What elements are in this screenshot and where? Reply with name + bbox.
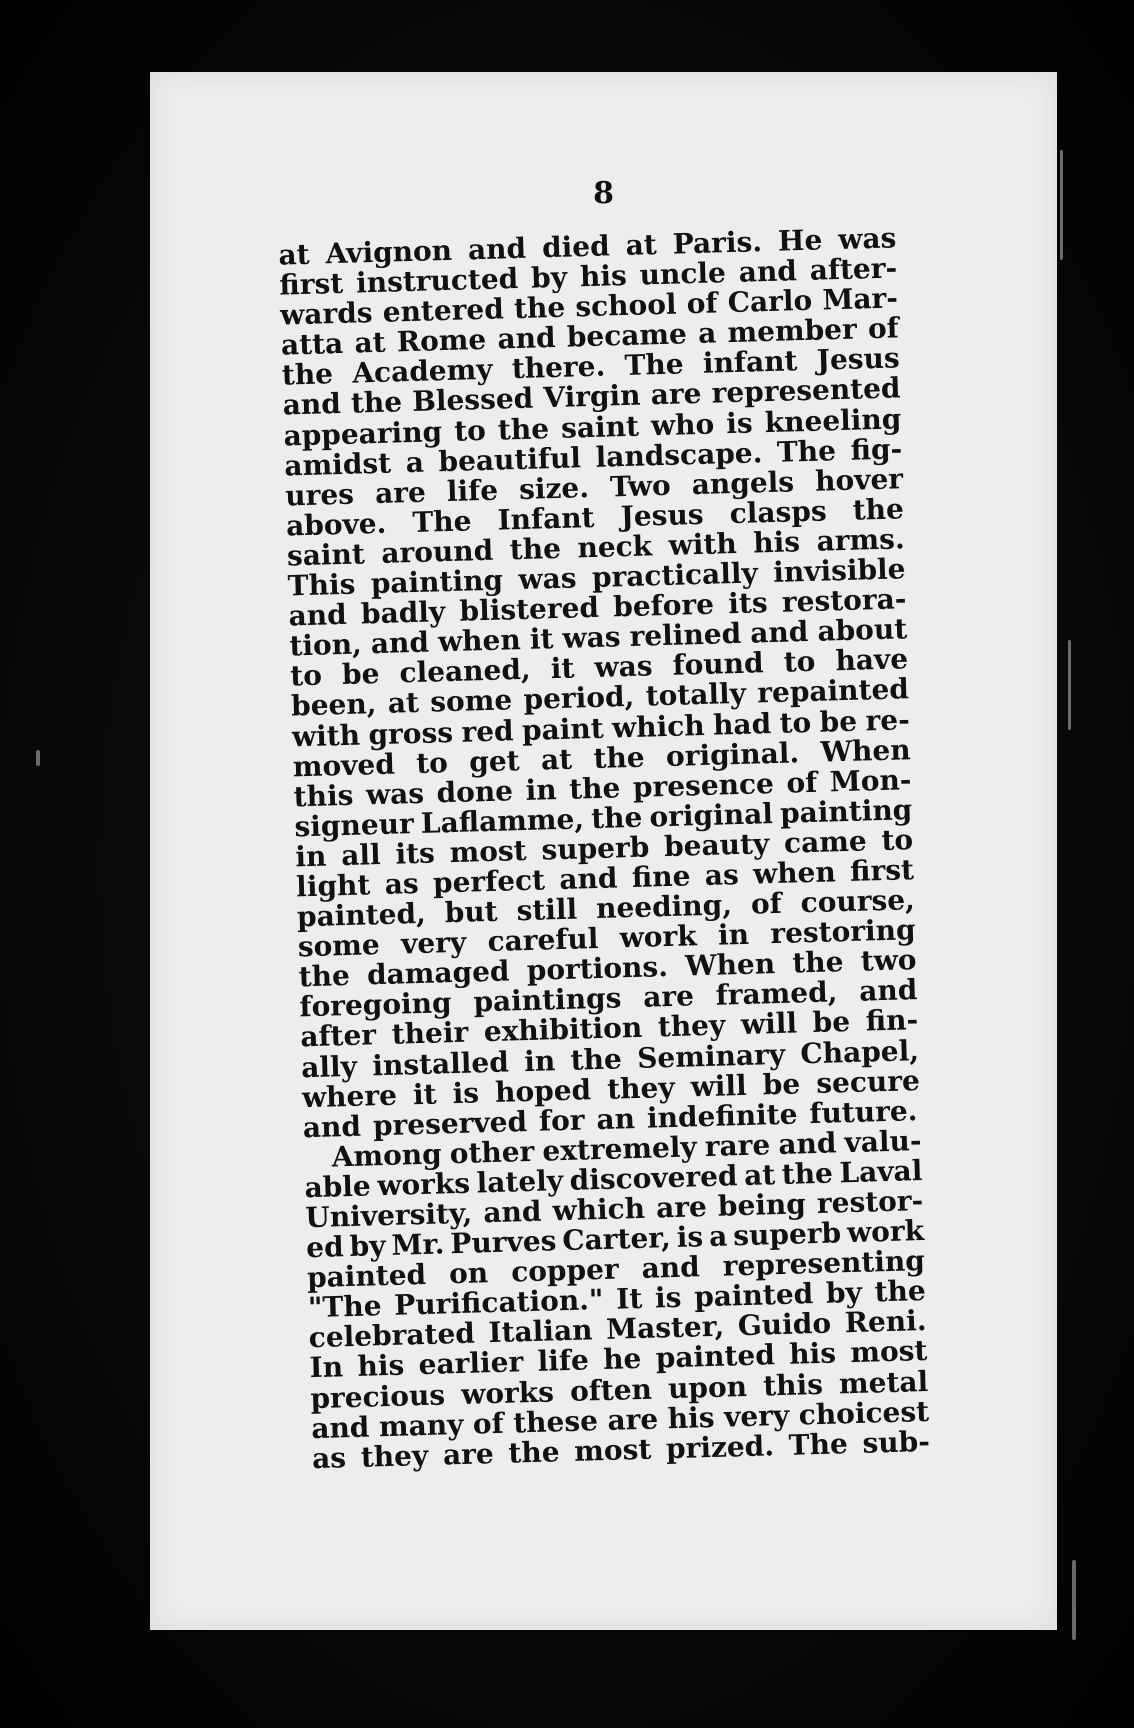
text-word: original. xyxy=(665,735,800,773)
text-word: Mar- xyxy=(821,281,899,317)
text-word: lately xyxy=(476,1163,564,1200)
text-word: was xyxy=(837,221,897,256)
text-word: works xyxy=(460,1374,555,1411)
text-word: died xyxy=(541,229,611,265)
text-word: became xyxy=(566,317,688,354)
text-word: to xyxy=(881,823,914,857)
text-word: The xyxy=(411,504,472,539)
edge-mark xyxy=(1068,640,1071,730)
text-word: superb xyxy=(540,830,650,867)
text-word: the xyxy=(350,385,403,421)
text-word: This xyxy=(287,567,356,603)
text-word: the xyxy=(590,800,643,835)
text-word: and xyxy=(370,625,430,661)
text-word: work xyxy=(846,1214,925,1250)
text-word: future. xyxy=(808,1093,918,1130)
text-word: Paris. xyxy=(672,225,763,261)
text-word: portions. xyxy=(526,950,669,988)
text-word: ed xyxy=(305,1230,345,1265)
text-word: some xyxy=(297,928,381,964)
text-word: amidst xyxy=(283,446,392,483)
text-word: saint xyxy=(560,409,640,445)
text-word: after xyxy=(299,1018,377,1054)
text-word: most xyxy=(449,833,528,869)
text-word: gross xyxy=(367,715,454,751)
text-word: a xyxy=(697,316,717,351)
text-word: painted, xyxy=(296,896,427,934)
text-word: fin- xyxy=(865,1003,919,1038)
text-word: the xyxy=(281,357,334,392)
text-word: neck xyxy=(577,529,653,565)
text-word: in xyxy=(523,1043,556,1078)
text-word: The xyxy=(776,433,837,469)
text-word: two xyxy=(860,943,917,978)
text-word: Avignon xyxy=(325,233,453,271)
text-word: Purves xyxy=(449,1224,557,1261)
text-word: painting xyxy=(779,792,913,830)
text-word: many xyxy=(378,1407,464,1443)
text-word: red xyxy=(460,713,515,749)
text-word: its xyxy=(727,586,769,621)
text-word: at xyxy=(354,325,386,360)
text-word: it xyxy=(412,1077,437,1111)
text-word: appearing xyxy=(283,414,443,453)
text-word: will xyxy=(740,1006,798,1042)
text-word: about xyxy=(817,612,908,648)
text-word: upon xyxy=(667,1369,748,1405)
text-word: original xyxy=(649,796,774,834)
text-word: above. xyxy=(285,506,387,543)
text-word: most xyxy=(573,1432,652,1468)
text-word: tion, xyxy=(288,627,363,663)
text-word: and xyxy=(777,1126,837,1161)
text-word: works xyxy=(376,1166,471,1203)
text-word: instructed xyxy=(355,262,519,300)
text-word: arms. xyxy=(816,522,906,558)
text-word: they xyxy=(657,1008,726,1044)
text-word: the xyxy=(568,770,621,806)
text-word: get xyxy=(468,743,520,779)
text-word: being xyxy=(717,1187,807,1223)
text-word: of xyxy=(867,311,900,346)
text-word: was xyxy=(594,649,653,685)
text-word: to xyxy=(453,413,487,448)
text-word: moved xyxy=(292,747,396,784)
text-word: and xyxy=(302,1109,362,1144)
text-word: on xyxy=(448,1256,489,1291)
text-word: have xyxy=(834,642,909,678)
text-word: Italian xyxy=(488,1313,593,1350)
text-word: at xyxy=(625,228,658,262)
text-word: the xyxy=(507,1435,560,1470)
text-word: able xyxy=(304,1169,372,1205)
text-word: He xyxy=(777,223,823,258)
text-word: saint xyxy=(286,537,366,573)
text-word: perfect xyxy=(432,863,546,900)
text-word: life xyxy=(537,1343,590,1379)
text-word: to xyxy=(415,745,449,780)
text-word: by xyxy=(349,1229,386,1264)
text-word: When xyxy=(684,947,776,983)
text-word: and xyxy=(282,387,342,423)
text-word: re- xyxy=(865,702,911,737)
text-word: fine xyxy=(631,859,691,894)
text-word: they xyxy=(360,1438,429,1474)
text-word: are xyxy=(607,1402,659,1437)
text-word: their xyxy=(391,1016,469,1052)
text-word: they xyxy=(606,1070,676,1106)
text-word: are xyxy=(650,377,702,412)
text-word: preserved xyxy=(372,1104,528,1143)
edge-mark xyxy=(36,750,40,766)
text-word: kneeling xyxy=(764,401,902,439)
text-word: the xyxy=(570,1041,623,1077)
text-word: Among xyxy=(331,1137,443,1174)
document-page xyxy=(150,72,1057,1630)
text-word: and xyxy=(858,973,918,1009)
text-word: his xyxy=(752,525,801,560)
text-word: and xyxy=(482,1194,542,1230)
text-word: his xyxy=(579,259,628,294)
text-word: In xyxy=(309,1350,344,1385)
text-word: and xyxy=(641,1250,701,1286)
text-word: it xyxy=(550,651,575,686)
text-word: when xyxy=(437,623,522,659)
text-word: beauty xyxy=(663,827,770,863)
text-word: hoped xyxy=(494,1072,592,1109)
text-word: and xyxy=(738,254,798,289)
text-word: is xyxy=(676,1220,704,1254)
text-word: cleaned, xyxy=(399,653,532,690)
text-word: was xyxy=(562,620,621,656)
text-word: be xyxy=(341,657,380,692)
text-word: Guido xyxy=(737,1306,832,1343)
text-word: signeur xyxy=(294,806,415,844)
text-word: painted xyxy=(306,1258,427,1295)
text-word: at xyxy=(540,742,573,777)
text-word: was xyxy=(365,776,425,812)
text-word: Mon- xyxy=(829,762,912,799)
text-word: where xyxy=(301,1078,398,1114)
text-word: of xyxy=(785,765,818,800)
text-word: was xyxy=(518,561,577,597)
text-word: and xyxy=(749,615,809,650)
text-word: relined xyxy=(629,617,742,654)
text-word: the xyxy=(874,1274,927,1309)
text-word: as xyxy=(311,1440,347,1475)
text-word: representing xyxy=(722,1244,926,1283)
text-word: by xyxy=(825,1276,863,1311)
text-word: by xyxy=(530,260,568,295)
text-word: The xyxy=(624,347,685,383)
text-word: paint xyxy=(521,711,605,747)
text-word: in xyxy=(294,839,327,874)
text-word: Carter, xyxy=(561,1221,672,1258)
text-word: are xyxy=(642,979,695,1015)
text-word: the xyxy=(593,740,646,775)
text-word: paintings xyxy=(472,981,622,1019)
text-word: at xyxy=(387,686,420,721)
text-word: and xyxy=(310,1410,370,1445)
text-word: Carlo xyxy=(727,283,813,320)
text-word: Seminary xyxy=(636,1037,786,1075)
text-word: the xyxy=(298,959,351,994)
text-word: is xyxy=(452,1075,480,1110)
text-word: secure xyxy=(815,1063,921,1100)
text-word: course, xyxy=(800,883,916,920)
text-word: before xyxy=(612,587,715,624)
text-word: still xyxy=(516,892,578,928)
text-word: infant xyxy=(702,344,798,381)
body-text xyxy=(278,223,930,1474)
text-word: Rome xyxy=(396,323,487,359)
text-word: and xyxy=(497,321,556,356)
text-word: The xyxy=(788,1426,849,1462)
text-word: restoring xyxy=(769,913,917,951)
text-word: a xyxy=(405,445,425,479)
text-word: presence xyxy=(632,766,775,804)
text-word: "The xyxy=(307,1289,382,1325)
text-word: copper xyxy=(510,1252,620,1289)
text-word: Infant xyxy=(497,500,595,537)
text-word: its xyxy=(394,836,436,871)
text-word: often xyxy=(569,1372,653,1408)
text-word: painted xyxy=(693,1277,814,1314)
text-word: member xyxy=(727,312,858,350)
edge-mark xyxy=(1072,1560,1076,1640)
text-word: Purification." xyxy=(393,1283,604,1323)
text-word: celebrated xyxy=(308,1316,476,1355)
text-word: beautiful xyxy=(438,440,582,478)
text-word: but xyxy=(444,894,499,930)
text-word: will xyxy=(690,1068,748,1104)
text-word: and xyxy=(558,861,618,896)
text-word: the xyxy=(852,492,905,527)
text-word: restora- xyxy=(781,582,907,619)
text-word: fig- xyxy=(850,431,903,467)
text-word: are xyxy=(374,475,427,510)
text-word: landscape. xyxy=(595,435,763,474)
text-word: and xyxy=(288,597,348,633)
text-word: most xyxy=(849,1334,928,1370)
text-word: sub- xyxy=(862,1424,931,1460)
text-word: when xyxy=(752,855,837,891)
text-word: there. xyxy=(511,349,606,386)
text-word: superb xyxy=(732,1216,842,1253)
text-word: of xyxy=(472,1406,505,1441)
text-word: It xyxy=(615,1282,643,1316)
text-word: be xyxy=(819,704,858,739)
text-word: size. xyxy=(518,470,590,506)
text-word: as xyxy=(704,857,740,892)
text-word: be xyxy=(762,1067,801,1102)
text-word: his xyxy=(667,1400,715,1435)
text-word: represented xyxy=(711,371,901,411)
text-word: hover xyxy=(814,462,904,498)
text-word: totally xyxy=(645,677,747,713)
text-word: University, xyxy=(304,1196,473,1235)
text-word: ures xyxy=(284,477,355,513)
text-word: around xyxy=(380,533,494,570)
text-word: exhibition xyxy=(483,1011,643,1049)
text-word: is xyxy=(725,406,754,440)
text-word: after- xyxy=(809,251,898,287)
text-word: the xyxy=(509,531,562,567)
text-word: metal xyxy=(838,1364,929,1400)
text-word: are xyxy=(442,1436,495,1472)
text-word: invisible xyxy=(772,552,906,589)
text-word: it xyxy=(529,622,554,656)
text-word: installed xyxy=(371,1045,510,1082)
text-word: which xyxy=(552,1191,646,1228)
edge-mark xyxy=(1060,150,1063,260)
text-word: the xyxy=(513,290,566,326)
text-word: atta xyxy=(280,327,344,362)
text-word: blistered xyxy=(459,590,600,628)
text-word: had xyxy=(712,706,772,742)
text-word: very xyxy=(723,1398,790,1434)
text-word: foregoing xyxy=(299,986,453,1024)
text-word: damaged xyxy=(366,954,510,992)
text-word: When xyxy=(820,732,911,769)
text-word: of xyxy=(686,286,718,321)
text-word: Jesus xyxy=(816,341,901,378)
text-word: for xyxy=(538,1103,585,1138)
text-word: Master, xyxy=(605,1309,725,1347)
text-word: a xyxy=(708,1219,728,1254)
text-word: Virgin xyxy=(542,379,642,415)
text-word: Reni. xyxy=(844,1304,927,1340)
text-word: who xyxy=(650,407,715,442)
text-word: discovered xyxy=(569,1159,738,1197)
text-word: ally xyxy=(300,1049,358,1084)
text-word: other xyxy=(449,1134,535,1170)
text-word: precious xyxy=(309,1377,446,1415)
text-word: the xyxy=(791,945,844,980)
text-word: school xyxy=(574,287,677,324)
text-word: with xyxy=(291,718,361,753)
page-number: 8 xyxy=(593,176,614,211)
text-word: came xyxy=(783,824,868,860)
text-word: done xyxy=(436,773,514,810)
text-word: choicest xyxy=(798,1394,930,1432)
text-word: as xyxy=(384,866,420,901)
text-word: this xyxy=(762,1367,824,1403)
text-word: first xyxy=(278,266,344,302)
text-word: of xyxy=(750,886,783,921)
text-word: work xyxy=(619,919,698,955)
text-word: prized. xyxy=(665,1429,775,1466)
text-word: clasps xyxy=(729,494,828,530)
text-word: the xyxy=(781,1156,834,1191)
text-word: with xyxy=(668,526,738,562)
text-word: to xyxy=(289,658,323,693)
text-word: wards xyxy=(279,296,373,332)
text-word: some xyxy=(429,683,513,719)
text-word: is xyxy=(654,1281,682,1315)
text-word: valu- xyxy=(844,1123,922,1159)
text-word: and xyxy=(467,231,527,267)
text-word: practically xyxy=(591,556,759,595)
text-word: light xyxy=(295,868,371,904)
text-word: to xyxy=(779,705,812,740)
text-word: which xyxy=(611,708,706,744)
text-word: Blessed xyxy=(411,382,534,419)
text-word: Jesus xyxy=(620,497,704,534)
text-word: entered xyxy=(382,292,505,329)
text-word: been, xyxy=(290,687,377,723)
text-word: angels xyxy=(691,465,795,501)
text-word: first xyxy=(849,853,915,888)
text-word: indefinite xyxy=(646,1097,798,1135)
text-word: painting xyxy=(370,563,504,601)
text-word: in xyxy=(717,917,750,952)
text-word: extremely xyxy=(541,1130,698,1168)
text-word: Chapel, xyxy=(799,1033,920,1070)
text-word: framed, xyxy=(715,975,838,1013)
text-word: these xyxy=(512,1403,599,1440)
text-word: restor- xyxy=(816,1183,924,1220)
text-word: Academy xyxy=(351,353,493,390)
text-word: period, xyxy=(523,680,635,717)
text-word: at xyxy=(743,1158,776,1192)
text-word: in xyxy=(525,772,558,807)
text-word: he xyxy=(602,1342,642,1377)
text-word: life xyxy=(446,473,499,508)
text-word: badly xyxy=(360,595,446,631)
text-word: Laval xyxy=(838,1153,923,1190)
text-word: Two xyxy=(609,468,672,504)
text-word: repainted xyxy=(756,672,910,710)
text-word: this xyxy=(293,778,354,814)
text-word: his xyxy=(357,1349,405,1384)
text-word: needing, xyxy=(595,888,733,926)
text-word: very xyxy=(400,925,467,961)
text-word: Mr. xyxy=(391,1227,445,1262)
text-word: uncle xyxy=(639,256,727,292)
text-word: all xyxy=(340,837,382,872)
text-word: at xyxy=(278,237,311,272)
text-word: painted xyxy=(655,1338,776,1375)
text-word: the xyxy=(497,411,550,447)
text-word: his xyxy=(788,1336,837,1372)
text-word: are xyxy=(655,1190,708,1225)
text-word: careful xyxy=(487,922,599,959)
text-word: to xyxy=(783,645,816,679)
text-word: rare xyxy=(704,1128,771,1163)
text-word: earlier xyxy=(418,1345,524,1382)
text-word: found xyxy=(672,646,765,683)
text-word: be xyxy=(812,1005,851,1040)
text-word: Laflamme, xyxy=(420,802,585,840)
text-word: an xyxy=(596,1101,636,1136)
